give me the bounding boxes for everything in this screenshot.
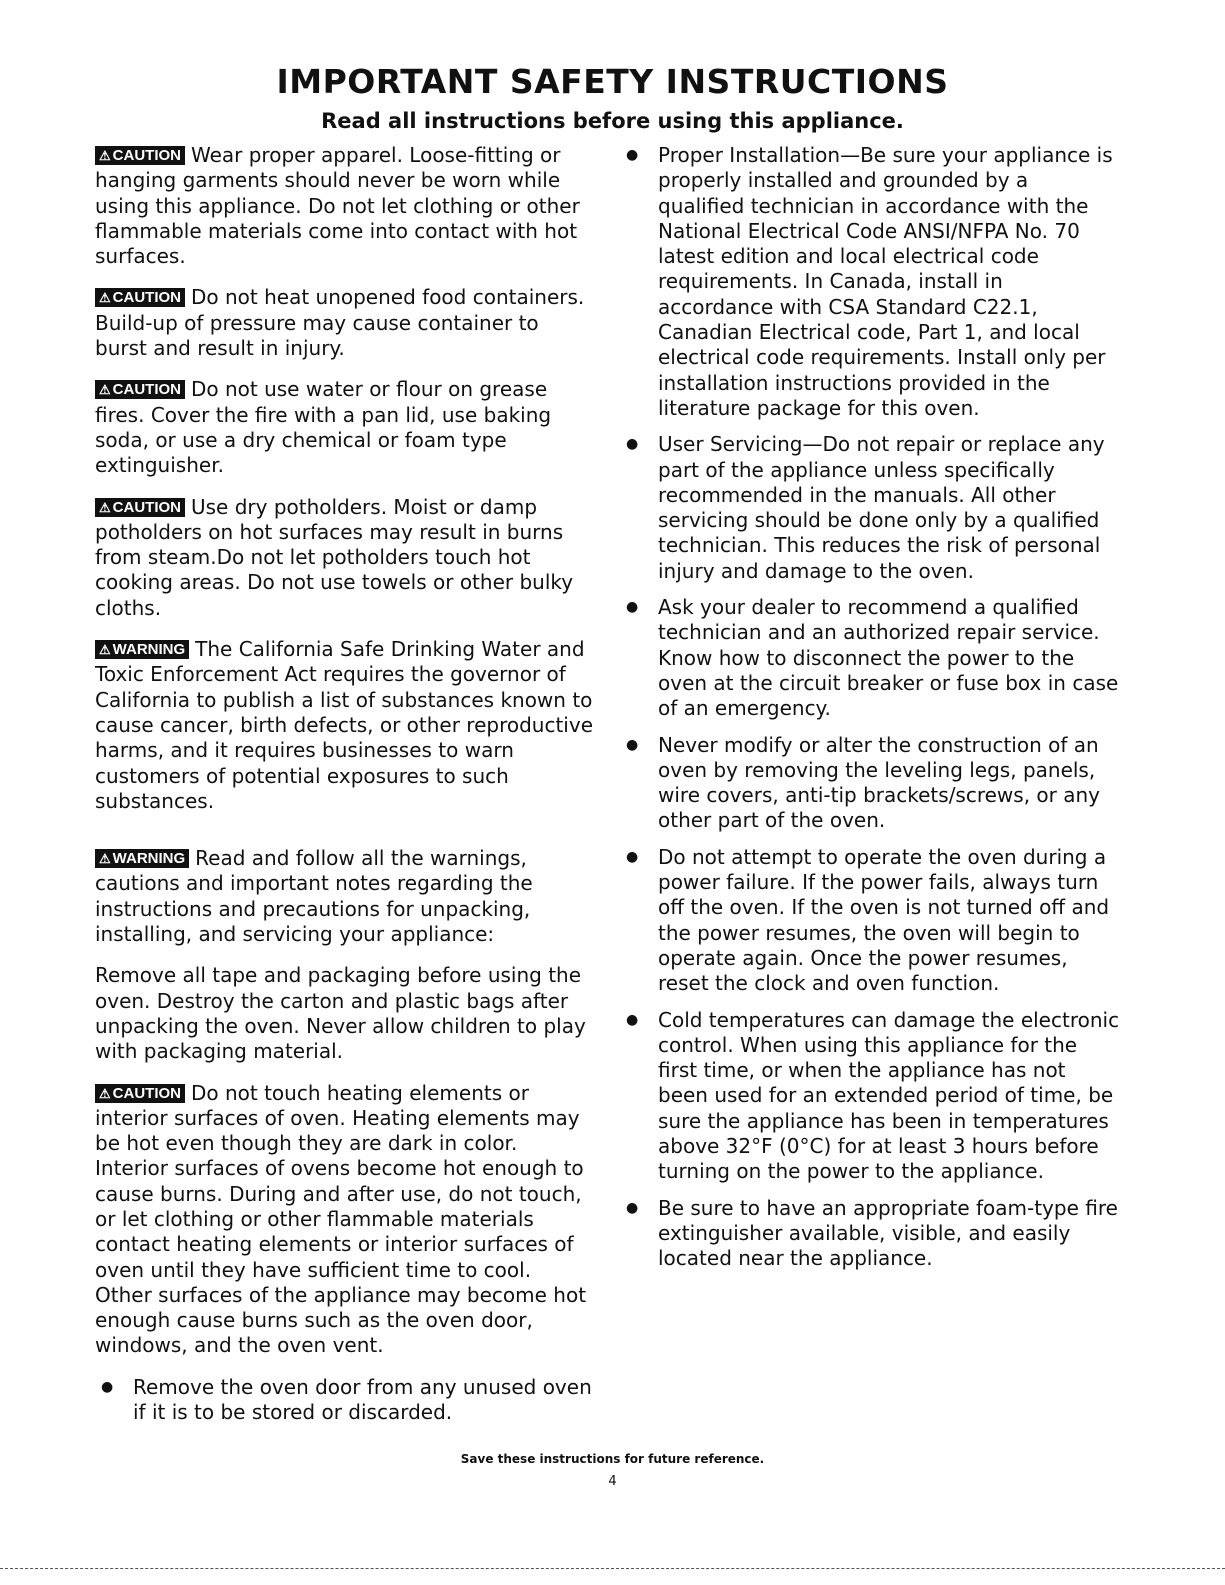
right-bullet-list bbox=[620, 143, 1120, 1271]
paragraph-packaging: Remove all tape and packaging before using the oven. Destroy the carton and plastic bags after unpacking the oven. Never allow children to play with packaging material. bbox=[95, 963, 586, 1064]
paragraph-text: Wear proper apparel. Loose-fitting or hanging garments should never be worn while using this appliance. Do not let clothing or other flammable materials come into contact with hot surfaces. bbox=[95, 143, 580, 269]
caution-label: ⚠ CAUTION bbox=[95, 146, 185, 165]
bullet-icon: ● bbox=[626, 1199, 639, 1216]
bullet-icon: ● bbox=[101, 1378, 114, 1395]
warning-triangle-icon: ⚠ bbox=[99, 148, 111, 163]
list-item: ● Do not attempt to operate the oven during a power failure. If the power fails, always turn off the oven. If the oven is not turned off and the power resumes, the oven will begin to operate again. Once the power resumes, reset the clock and oven function. bbox=[626, 844, 1110, 996]
list-item: ● Ask your dealer to recommend a qualified technician and an authorized repair service. Know how to disconnect the power to the oven at the circuit breaker or fuse box in case of an emergency. bbox=[626, 595, 1119, 721]
bullet-icon: ● bbox=[626, 599, 639, 616]
bullet-icon: ● bbox=[626, 736, 639, 753]
caution-label: ⚠ CAUTION bbox=[95, 498, 185, 517]
page-subtitle: Read all instructions before using this appliance. bbox=[321, 109, 904, 133]
page-title: IMPORTANT SAFETY INSTRUCTIONS bbox=[276, 62, 949, 101]
footer-note: Save these instructions for future reference. bbox=[460, 1452, 765, 1466]
list-item: ● Remove the oven door from any unused oven if it is to be stored or discarded. bbox=[101, 1374, 592, 1425]
paragraph-text: The California Safe Drinking Water and Toxic Enforcement Act requires the governor of California to publish a list of substances known to cause cancer, birth defects, or other reproductive harms, and it requires businesses to warn customers of potential exposures to such substances. bbox=[95, 637, 594, 813]
warning-triangle-icon: ⚠ bbox=[99, 851, 111, 867]
warning-california bbox=[95, 637, 593, 814]
warning-triangle-icon: ⚠ bbox=[99, 642, 111, 658]
caution-label: ⚠ CAUTION bbox=[95, 380, 185, 399]
page-number: 4 bbox=[608, 1474, 617, 1489]
list-item: ● Proper Installation—Be sure your appliance is properly installed and grounded by a qualified technician in accordance with the National Electrical Code ANSI/NFPA No. 70 latest edition and local electrical code requirements. In Canada, install in accordance with CSA Standard C22.1, Canadian Electrical code, Part 1, and local electrical code requirements. Install only per installation instructions provided in the literature package for this oven. bbox=[626, 143, 1113, 420]
warning-read-follow bbox=[95, 846, 593, 947]
warning-triangle-icon: ⚠ bbox=[99, 499, 111, 515]
scan-edge-line bbox=[0, 1568, 1225, 1569]
paragraph-text: Use dry potholders. Moist or damp potholders on hot surfaces may result in burns from steam.Do not let potholders touch hot cooking areas. Do not use towels or other bulky cloths. bbox=[95, 494, 574, 620]
paragraph-text: Do not use water or flour on grease fires. Cover the fire with a pan lid, use baking soda, or use a dry chemical or foam type extinguisher. bbox=[95, 377, 552, 478]
left-bullet-list bbox=[95, 1375, 593, 1426]
bullet-icon: ● bbox=[626, 1011, 639, 1028]
caution-label: ⚠ CAUTION bbox=[95, 1084, 185, 1103]
warning-label: ⚠ WARNING bbox=[95, 849, 189, 868]
list-item: ● Be sure to have an appropriate foam-type fire extinguisher available, visible, and easily located near the appliance. bbox=[626, 1195, 1118, 1271]
warning-triangle-icon: ⚠ bbox=[99, 290, 111, 306]
caution-containers bbox=[95, 285, 593, 361]
paragraph-text: Do not touch heating elements or interior surfaces of oven. Heating elements may be hot even though they are dark in color. Interior surfaces of ovens become hot enough to cause burns. During and after use, do not touch, or let clothing or other flammable materials contact heating elements or interior surfaces of oven until they have sufficient time to cool. Other surfaces of the appliance may become hot enough cause burns such as the oven door, windows, and the oven vent. bbox=[95, 1080, 587, 1358]
paragraph-text: Read and follow all the warnings, cautions and important notes regarding the instructions and precautions for unpacking, installing, and servicing your appliance: bbox=[95, 846, 533, 947]
list-item: ● Cold temperatures can damage the electronic control. When using this appliance for the first time, or when the appliance has not been used for an extended period of time, be sure the appliance has been in temperatures above 32°F (0°C) for at least 3 hours before turning on the power to the appliance. bbox=[626, 1007, 1120, 1184]
bullet-icon: ● bbox=[626, 436, 639, 453]
right-column bbox=[620, 143, 1120, 1282]
warning-triangle-icon: ⚠ bbox=[99, 382, 111, 398]
paragraph-text: Do not heat unopened food containers. Build-up of pressure may cause container to burst and result in injury. bbox=[95, 285, 585, 361]
caution-apparel bbox=[95, 143, 593, 269]
warning-triangle-icon: ⚠ bbox=[99, 1085, 111, 1101]
warning-label: ⚠ WARNING bbox=[95, 640, 189, 659]
bullet-icon: ● bbox=[626, 147, 639, 163]
left-column bbox=[95, 143, 593, 1436]
caution-label: ⚠ CAUTION bbox=[95, 288, 185, 307]
bullet-icon: ● bbox=[626, 848, 639, 865]
caution-grease-fires bbox=[95, 377, 593, 478]
caution-heating-elements bbox=[95, 1081, 593, 1359]
list-item: ● Never modify or alter the construction of an oven by removing the leveling legs, panels, wire covers, anti-tip brackets/screws, or any other part of the oven. bbox=[626, 732, 1101, 833]
list-item: ● User Servicing—Do not repair or replace any part of the appliance unless specifically recommended in the manuals. All other servicing should be done only by a qualified technician. This reduces the risk of personal injury and damage to the oven. bbox=[626, 432, 1105, 583]
caution-potholders bbox=[95, 495, 593, 621]
